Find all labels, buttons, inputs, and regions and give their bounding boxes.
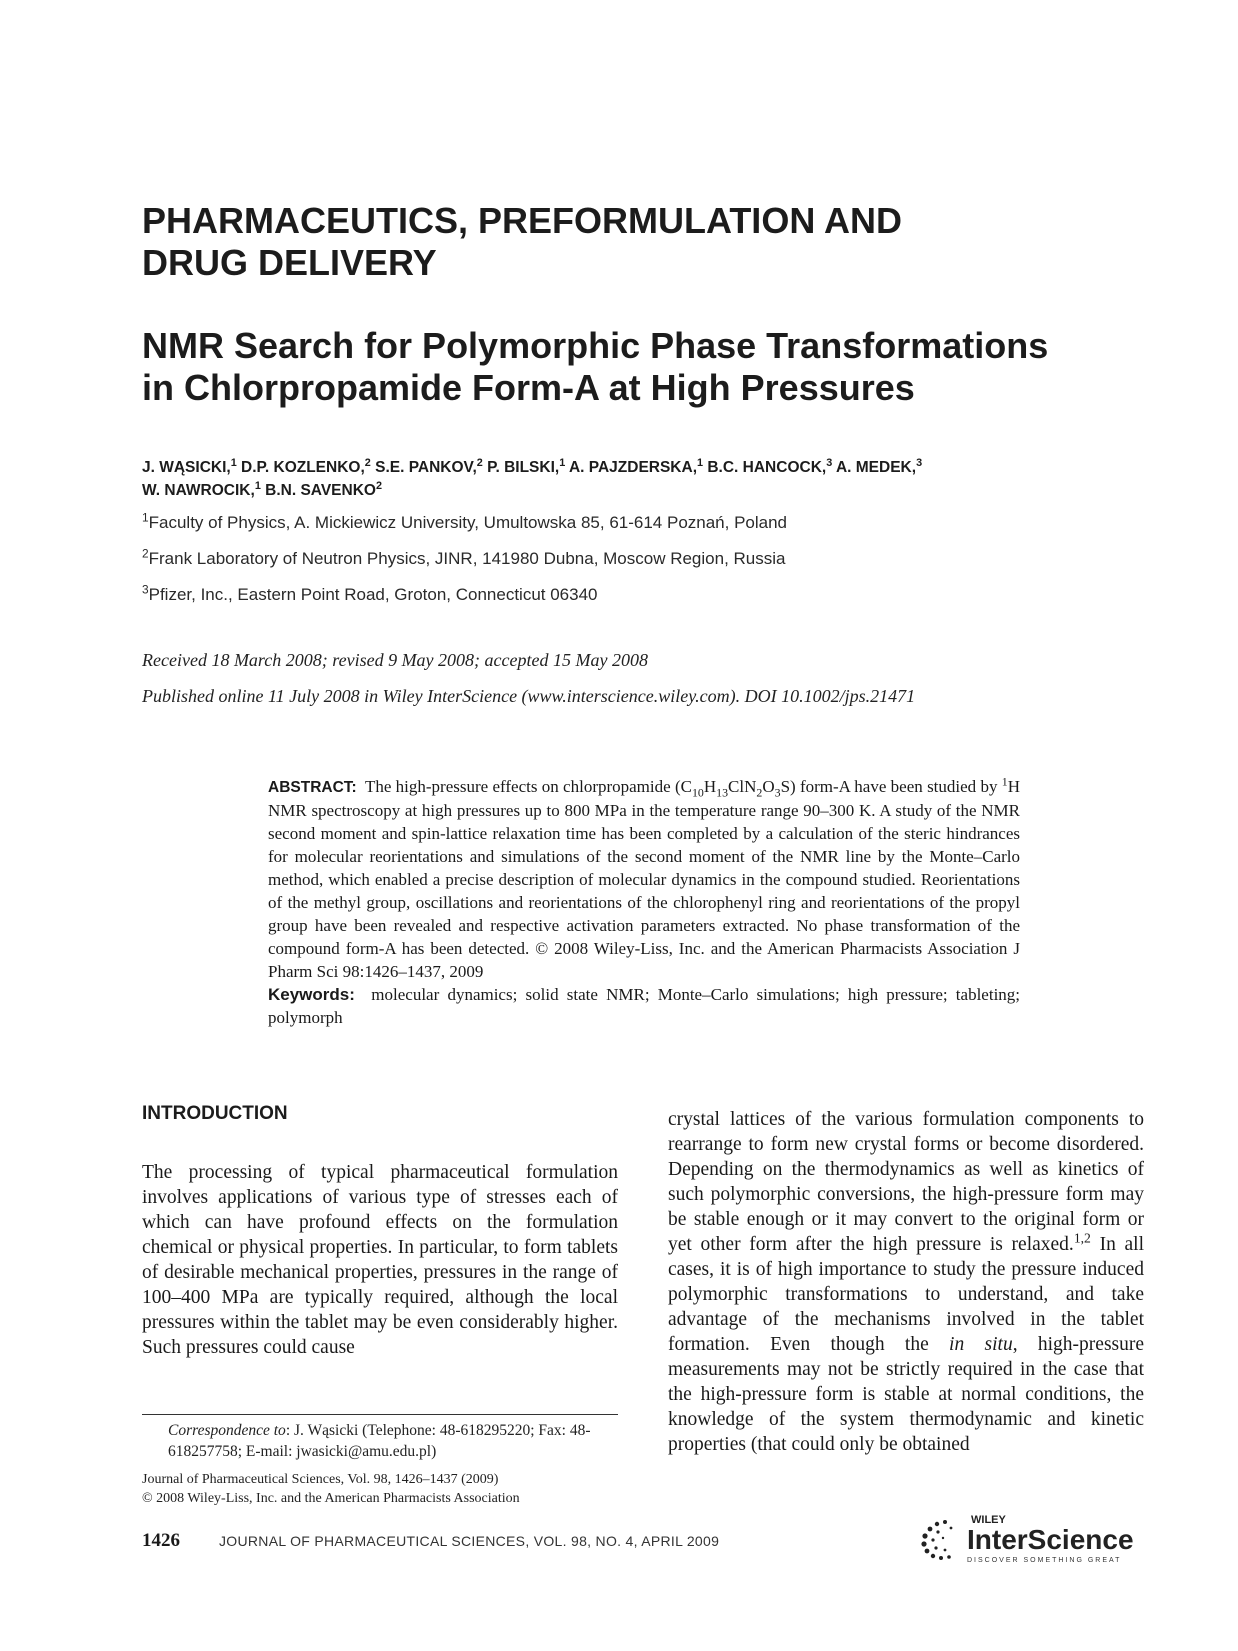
- citation-ref: 1,2: [1073, 1230, 1091, 1246]
- author: S.E. PANKOV,$^2$: [375, 456, 483, 476]
- keywords: molecular dynamics; solid state NMR; Monte–Carlo simulations; high pressure; tableting; polymorph: [268, 985, 1021, 1027]
- article-title-line1: NMR Search for Polymorphic Phase Transformations: [142, 325, 1049, 366]
- wiley-interscience-logo: [915, 1510, 1145, 1566]
- affiliation-3: $^3$Pfizer, Inc., Eastern Point Road, Groton, Connecticut 06340: [142, 582, 598, 604]
- received-dates: Received 18 March 2008; revised 9 May 2008; accepted 15 May 2008: [142, 650, 648, 670]
- section-heading-line2: DRUG DELIVERY: [142, 242, 437, 283]
- author: W. NAWROCIK,$^1$: [142, 479, 261, 499]
- interscience-logo-graphic: [915, 1510, 1145, 1566]
- abstract-label: ABSTRACT:: [268, 779, 357, 796]
- author: D.P. KOZLENKO,$^2$: [241, 456, 371, 476]
- footnote: [142, 1420, 618, 1508]
- author: A. PAJZDERSKA,$^1$: [568, 456, 704, 476]
- introduction-column-right: crystal lattices of the various formulation components to rearrange to form new crystal forms or become disordered. Depending on the thermodynamics as well as kinetics of such polymorphic conversions, the high-pressure form may be stable enough or it may convert to the original form or yet other form after the high pressure is relaxed.$^{1,2}$ In all cases, it is of high importance to study the pressure induced polymorphic transformations to understand, and take advantage of the mechanisms involved in the tablet formation. Even though the in situ, high-pressure measurements may not be strictly required in the case that the high-pressure form is stable at normal conditions, the knowledge of the system thermodynamic and kinetic properties (that could only be obtained: [668, 1109, 1145, 1455]
- journal-info: Journal of Pharmaceutical Sciences, Vol. 98, 1426–1437 (2009) © 2008 Wiley-Liss, Inc. and the American Pharmacists Association: [142, 1472, 520, 1506]
- introduction-column-left: The processing of typical pharmaceutical formulation involves applications of various type of stresses each of which can have profound effects on the formulation chemical or physical properties. In particular, to form tablets of desirable mechanical properties, pressures in the range of 100–400 MPa are typically required, although the local pressures within the tablet may be even considerably higher. Such pressures could cause: [142, 1162, 618, 1358]
- author: A. MEDEK,$^3$: [835, 456, 923, 476]
- author: P. BILSKI,$^1$: [487, 456, 566, 476]
- publication-info: Published online 11 July 2008 in Wiley InterScience (www.interscience.wiley.com). DOI 10.1002/jps.21471: [142, 686, 916, 706]
- logo-publisher: WILEY: [971, 1514, 1006, 1526]
- chemical-formula: $C_{10}H_{13}ClN_2O_3S$: [680, 777, 791, 800]
- page-number: 1426: [142, 1530, 180, 1551]
- running-footer: JOURNAL OF PHARMACEUTICAL SCIENCES, VOL. 98, NO. 4, APRIL 2009: [219, 1533, 720, 1549]
- author-list: [142, 456, 1102, 502]
- author: B.C. HANCOCK,$^3$: [707, 456, 833, 476]
- author: B.N. SAVENKO$^2$: [265, 479, 382, 499]
- introduction-heading: INTRODUCTION: [142, 1103, 288, 1124]
- logo-tagline: DISCOVER SOMETHING GREAT: [967, 1557, 1122, 1564]
- abstract-text: H NMR spectroscopy at high pressures up to 800 MPa in the temperature range 90–300 K. A study of the NMR second moment and spin-lattice relaxation time has been completed by a calculation of the steric hindrances for molecular reorientations and simulations of the second moment of the NMR line by the Monte–Carlo method, which enabled a precise description of molecular dynamics in the compound studied. Reorientations of the methyl group, oscillations and reorientations of the chlorophenyl ring and reorientations of the propyl group have been revealed and respective activation parameters extracted. No phase transformation of the compound form-A has been detected. © 2008 Wiley-Liss, Inc. and the American Pharmacists Association J Pharm Sci 98:1426–1437, 2009: [268, 777, 1020, 981]
- section-heading: [142, 200, 1142, 284]
- keywords-label: Keywords:: [268, 985, 355, 1004]
- correspondence: Correspondence to: J. Wąsicki (Telephone: 48-618295220; Fax: 48-618257758; E-mail: jwasicki@amu.edu.pl): [168, 1422, 591, 1460]
- footnote-divider: [142, 1414, 618, 1415]
- logo-brand: InterScience: [967, 1524, 1134, 1555]
- affiliation-1: $^1$Faculty of Physics, A. Mickiewicz University, Umultowska 85, 61-614 Poznań, Poland: [142, 510, 788, 532]
- author: J. WĄSICKI,$^1$: [142, 456, 237, 476]
- article-title-line2: in Chlorpropamide Form-A at High Pressures: [142, 367, 915, 408]
- section-heading-line1: PHARMACEUTICS, PREFORMULATION AND: [142, 200, 902, 241]
- dot-swirl-icon: [921, 1520, 952, 1560]
- affiliation-2: $^2$Frank Laboratory of Neutron Physics, JINR, 141980 Dubna, Moscow Region, Russia: [142, 546, 786, 568]
- abstract: ABSTRACT: The high-pressure effects on chlorpropamide $(C_{10}H_{13}ClN_2O_3S)$ form-A have been studied by $^1$H NMR spectroscopy at high pressures up to 800 MPa in the temperature range 90–300 K. A study of the NMR second moment and spin-lattice relaxation time has been completed by a calculation of the steric hindrances for molecular reorientations and simulations of the second moment of the NMR line by the Monte–Carlo method, which enabled a precise description of molecular dynamics in the compound studied. Reorientations of the methyl group, oscillations and reorientations of the chlorophenyl ring and reorientations of the propyl group have been revealed and respective activation parameters extracted. No phase transformation of the compound form-A has been detected. © 2008 Wiley-Liss, Inc. and the American Pharmacists Association J Pharm Sci 98:1426–1437, 2009 Keywords: molecular dynamics; solid state NMR; Monte–Carlo simulations; high pressure; tableting; polymorph: [268, 774, 1021, 1027]
- article-title: [142, 325, 1142, 409]
